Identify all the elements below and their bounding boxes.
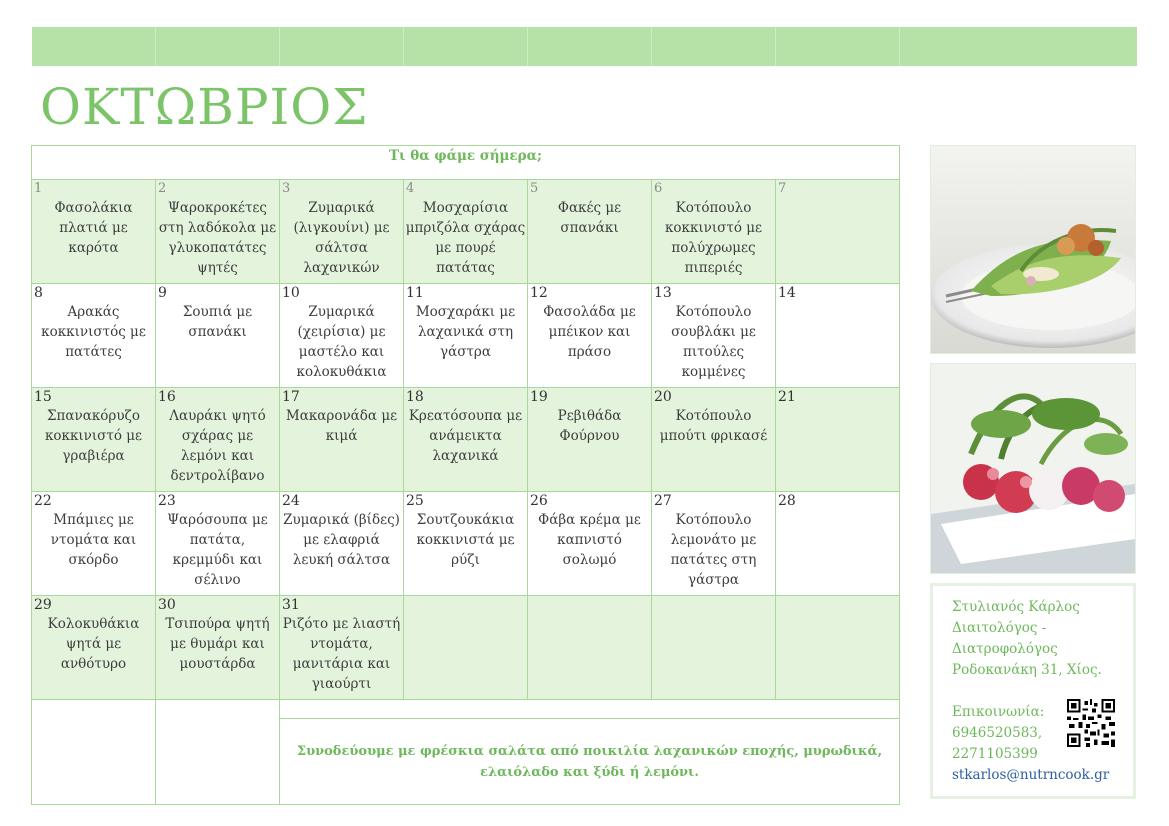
day-cell xyxy=(528,492,652,596)
day-number: 21 xyxy=(778,389,796,405)
day-number: 17 xyxy=(282,389,300,405)
day-number: 25 xyxy=(406,493,424,509)
day-menu: Κοτόπουλο κοκκινιστό με πολύχρωμες πιπεριές xyxy=(664,200,763,276)
contact-label: Επικοινωνία: xyxy=(952,704,1045,720)
day-cell xyxy=(156,284,280,388)
week-row xyxy=(32,180,900,284)
day-cell xyxy=(528,180,652,284)
salad-photo xyxy=(930,145,1136,354)
day-cell xyxy=(652,180,776,284)
day-number: 14 xyxy=(778,285,796,301)
day-menu: Φασολάδα με μπέικον και πράσο xyxy=(543,304,636,360)
day-cell xyxy=(280,180,404,284)
day-number: 16 xyxy=(158,389,176,405)
day-cell xyxy=(280,284,404,388)
day-menu: Τσιπούρα ψητή με θυμάρι και μουστάρδα xyxy=(165,616,270,672)
calendar-title: Τι θα φάμε σήμερα; xyxy=(32,146,900,180)
day-number: 3 xyxy=(282,181,291,196)
day-cell xyxy=(528,284,652,388)
week-row xyxy=(32,492,900,596)
day-menu: Ζυμαρικά (βίδες) με ελαφριά λευκή σάλτσα xyxy=(283,512,400,568)
day-number: 18 xyxy=(406,389,424,405)
day-number: 22 xyxy=(34,493,52,509)
day-number: 6 xyxy=(654,181,663,196)
day-cell xyxy=(404,596,528,700)
day-cell xyxy=(404,180,528,284)
empty-cell xyxy=(32,700,156,805)
day-cell xyxy=(32,492,156,596)
day-cell xyxy=(280,596,404,700)
day-number: 4 xyxy=(406,181,415,196)
day-cell xyxy=(280,388,404,492)
day-cell xyxy=(652,492,776,596)
day-menu: Ριζότο με λιαστή ντομάτα, μανιτάρια και γιαούρτι xyxy=(282,616,401,692)
day-cell xyxy=(404,284,528,388)
day-menu: Σουτζουκάκια κοκκινιστά με ρύζι xyxy=(416,512,515,568)
day-menu: Ψαροκροκέτες στη λαδόκολα με γλυκοπατάτες ψητές xyxy=(158,200,277,276)
note-text: Συνοδεύουμε με φρέσκια σαλάτα από ποικιλία λαχανικών εποχής, μυρωδικά, ελαιόλαδο και ξύδι ή λεμόνι. xyxy=(296,743,883,780)
contact-title-line2: Διατροφολόγος xyxy=(952,641,1058,657)
day-cell xyxy=(776,180,900,284)
day-number: 19 xyxy=(530,389,548,405)
day-menu: Φακές με σπανάκι xyxy=(557,200,622,236)
day-cell xyxy=(776,492,900,596)
day-number: 20 xyxy=(654,389,672,405)
day-menu: Κρεατόσουπα με ανάμεικτα λαχανικά xyxy=(408,408,523,464)
contact-name: Στυλιανός Κάρλος xyxy=(952,599,1080,615)
week-row xyxy=(32,284,900,388)
day-cell xyxy=(528,388,652,492)
day-cell xyxy=(156,596,280,700)
day-menu: Μπάμιες με ντομάτα και σκόρδο xyxy=(50,512,137,568)
day-cell xyxy=(652,284,776,388)
day-menu: Αρακάς κοκκινιστός με πατάτες xyxy=(41,304,146,360)
week-row xyxy=(32,596,900,700)
day-menu: Ζυμαρικά (λιγκουίνι) με σάλτσα λαχανικών xyxy=(293,200,390,276)
day-menu: Λαυράκι ψητό σχάρας με λεμόνι και δεντρολίβανο xyxy=(169,408,266,484)
day-number: 12 xyxy=(530,285,548,301)
day-number: 10 xyxy=(282,285,300,301)
day-number: 7 xyxy=(778,181,787,196)
empty-cell xyxy=(156,700,280,805)
contact-card xyxy=(930,583,1136,799)
contact-title-line1: Διαιτολόγος - xyxy=(952,620,1047,636)
day-menu: Σπανακόρυζο κοκκινιστό με γραβιέρα xyxy=(44,408,143,464)
day-cell xyxy=(156,388,280,492)
day-number: 26 xyxy=(530,493,548,509)
day-menu: Μακαρονάδα με κιμά xyxy=(285,408,398,444)
day-number: 28 xyxy=(778,493,796,509)
week-row xyxy=(32,388,900,492)
day-cell xyxy=(404,388,528,492)
day-cell xyxy=(528,596,652,700)
day-number: 30 xyxy=(158,597,176,613)
contact-address: Ροδοκανάκη 31, Χίος. xyxy=(952,662,1102,678)
contact-email[interactable]: stkarlos@nutrncook.gr xyxy=(952,767,1110,783)
day-number: 11 xyxy=(406,285,424,301)
day-cell xyxy=(156,180,280,284)
side-dish-note xyxy=(280,700,900,805)
day-cell xyxy=(652,388,776,492)
day-cell xyxy=(404,492,528,596)
day-cell xyxy=(776,388,900,492)
contact-phone-landline: 2271105399 xyxy=(952,746,1038,762)
page-title: ΟΚΤΩΒΡΙΟΣ xyxy=(40,78,369,136)
header-bar xyxy=(32,27,1137,66)
day-number: 9 xyxy=(158,285,167,301)
day-cell xyxy=(776,596,900,700)
qr-code-icon[interactable] xyxy=(1067,699,1115,747)
day-number: 2 xyxy=(158,181,167,196)
day-cell xyxy=(32,180,156,284)
day-number: 13 xyxy=(654,285,672,301)
day-number: 27 xyxy=(654,493,672,509)
day-number: 29 xyxy=(34,597,52,613)
day-cell xyxy=(776,284,900,388)
day-menu: Ρεβιθάδα Φούρνου xyxy=(557,408,622,444)
contact-phone-mobile: 6946520583, xyxy=(952,725,1043,741)
day-number: 31 xyxy=(282,597,300,613)
day-cell xyxy=(652,596,776,700)
day-menu: Ζυμαρικά (χειρίσια) με μαστέλο και κολοκυθάκια xyxy=(296,304,387,380)
day-menu: Κολοκυθάκια ψητά με ανθότυρο xyxy=(47,616,140,672)
day-menu: Φασολάκια πλατιά με καρότα xyxy=(54,200,133,256)
day-menu: Μοσχαρίσια μπριζόλα σχάρας με πουρέ πατάτας xyxy=(405,200,526,276)
day-menu: Φάβα κρέμα με καπνιστό σολωμό xyxy=(538,512,641,568)
day-cell xyxy=(32,388,156,492)
day-menu: Μοσχαράκι με λαχανικά στη γάστρα xyxy=(415,304,516,360)
menu-calendar xyxy=(31,145,900,805)
day-number: 23 xyxy=(158,493,176,509)
day-menu: Σουπιά με σπανάκι xyxy=(182,304,253,340)
day-cell xyxy=(280,492,404,596)
day-cell xyxy=(156,492,280,596)
day-menu: Ψαρόσουπα με πατάτα, κρεμμύδι και σέλινο xyxy=(167,512,268,588)
day-menu: Κοτόπουλο μπούτι φρικασέ xyxy=(659,408,768,444)
day-number: 15 xyxy=(34,389,52,405)
day-number: 24 xyxy=(282,493,300,509)
day-cell xyxy=(32,284,156,388)
day-menu: Κοτόπουλο σουβλάκι με πιτούλες κομμένες xyxy=(671,304,756,380)
day-cell xyxy=(32,596,156,700)
day-number: 1 xyxy=(34,181,43,196)
day-number: 8 xyxy=(34,285,43,301)
radish-photo xyxy=(930,363,1136,574)
day-menu: Κοτόπουλο λεμονάτο με πατάτες στη γάστρα xyxy=(670,512,757,588)
day-number: 5 xyxy=(530,181,539,196)
